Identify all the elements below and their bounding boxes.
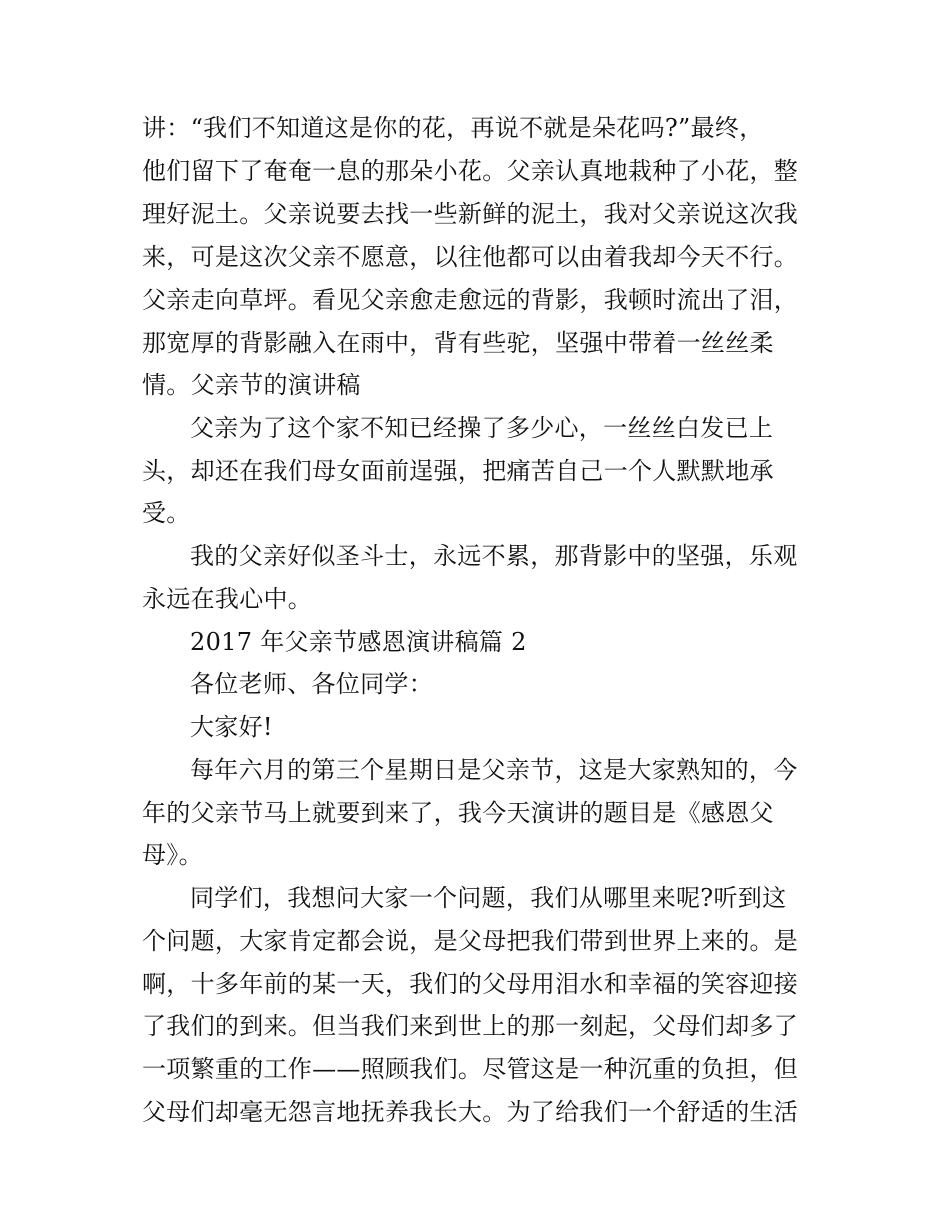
paragraph-first-line: 每年六月的第三个星期日是父亲节，这是大家熟知的，今 xyxy=(190,756,798,784)
text-line: 头，却还在我们母女面前逞强，把痛苦自己一个人默默地承 xyxy=(142,457,774,485)
text-line: 个问题，大家肯定都会说，是父母把我们带到世界上来的。是 xyxy=(142,927,799,955)
text-line: 母》。 xyxy=(142,841,203,869)
text-line: 一项繁重的工作——照顾我们。尽管这是一种沉重的负担，但 xyxy=(142,1055,799,1083)
text-line: 永远在我心中。 xyxy=(142,585,313,613)
text-line: 来，可是这次父亲不愿意，以往他都可以由着我却今天不行。 xyxy=(142,243,799,271)
paragraph-first-line: 我的父亲好似圣斗士，永远不累，那背影中的坚强，乐观 xyxy=(190,542,798,570)
text-line: 情。父亲节的演讲稿 xyxy=(142,371,361,399)
text-line: 了我们的到来。但当我们来到世上的那一刻起，父母们却多了 xyxy=(142,1012,799,1040)
text-line: 父母们却毫无怨言地抚养我长大。为了给我们一个舒适的生活 xyxy=(142,1098,799,1126)
greeting: 大家好! xyxy=(190,713,273,741)
text-line: 父亲走向草坪。看见父亲愈走愈远的背影，我顿时流出了泪， xyxy=(142,286,799,314)
text-line: 他们留下了奄奄一息的那朵小花。父亲认真地栽种了小花，整 xyxy=(142,157,799,185)
paragraph-first-line: 父亲为了这个家不知已经操了多少心，一丝丝白发已上 xyxy=(190,414,774,442)
salutation: 各位老师、各位同学： xyxy=(190,670,433,698)
text-line: 受。 xyxy=(142,499,191,527)
section-heading: 2017 年父亲节感恩演讲稿篇 2 xyxy=(190,628,527,656)
text-line: 理好泥土。父亲说要去找一些新鲜的泥土，我对父亲说这次我 xyxy=(142,200,799,228)
text-line: 啊，十多年前的某一天，我们的父母用泪水和幸福的笑容迎接 xyxy=(142,970,799,998)
text-line: 年的父亲节马上就要到来了，我今天演讲的题目是《感恩父 xyxy=(142,799,774,827)
text-line: 讲：“我们不知道这是你的花，再说不就是朵花吗?”最终， xyxy=(142,114,764,142)
text-line: 那宽厚的背影融入在雨中，背有些驼，坚强中带着一丝丝柔 xyxy=(142,329,774,357)
paragraph-first-line: 同学们，我想问大家一个问题，我们从哪里来呢?听到这 xyxy=(190,884,787,912)
